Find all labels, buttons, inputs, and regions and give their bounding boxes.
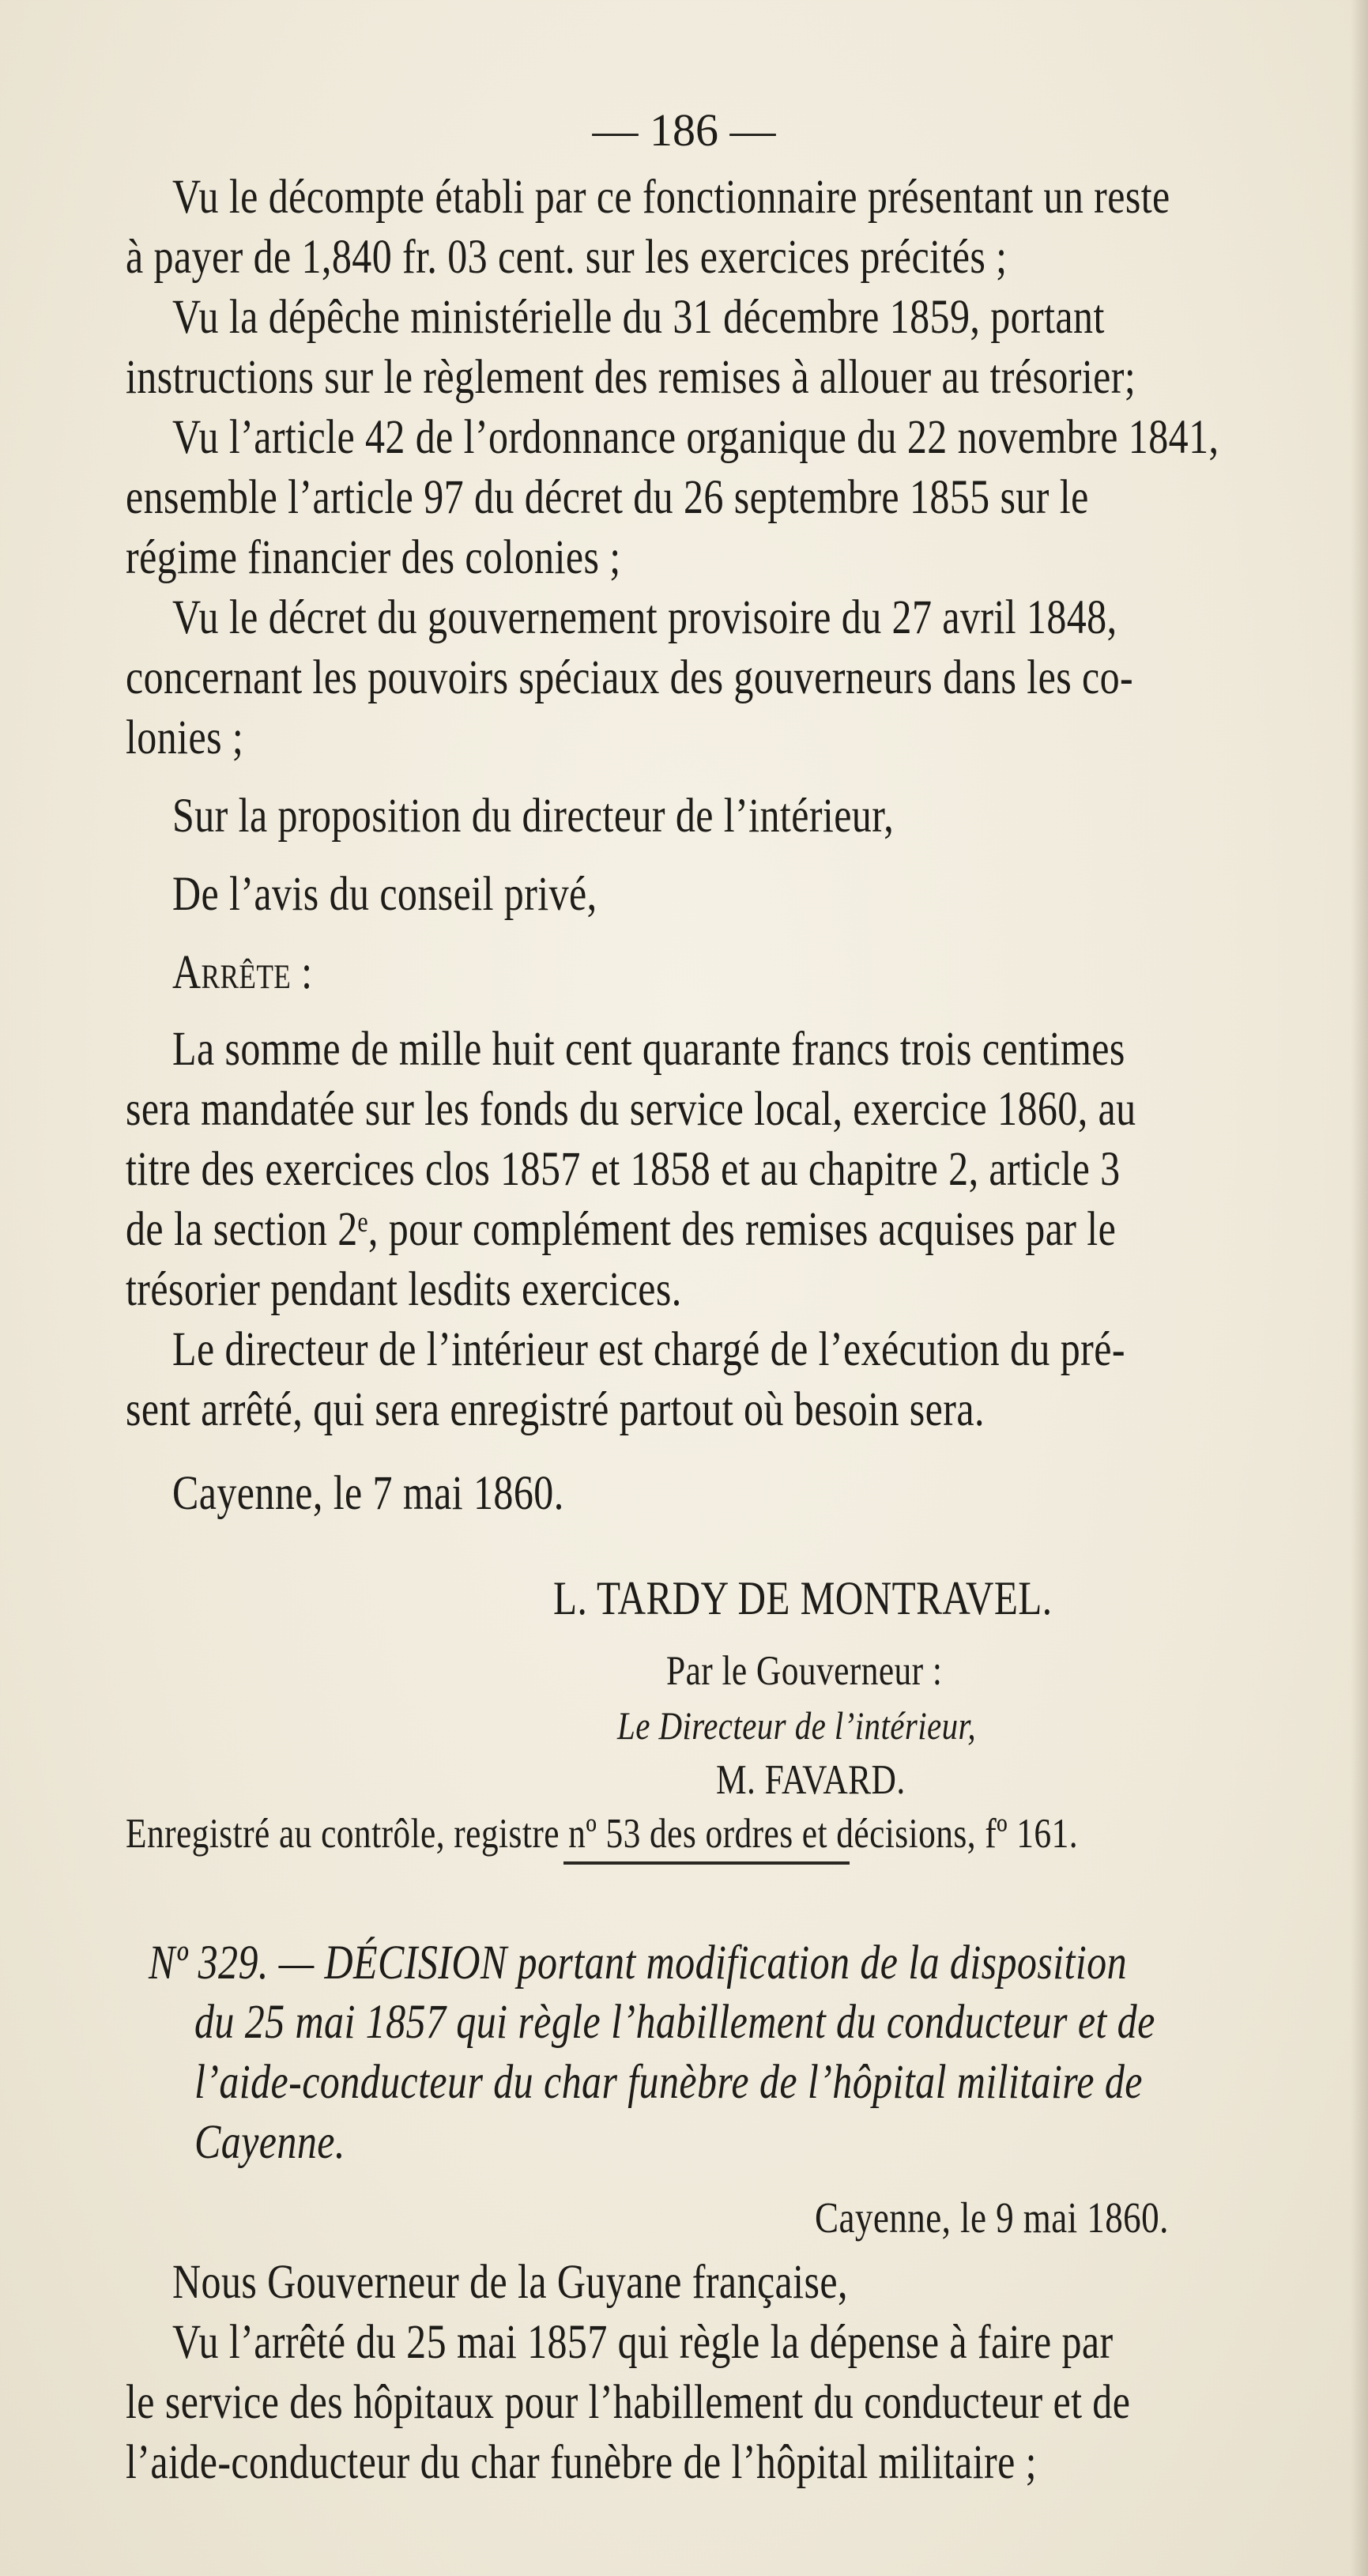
text-line: instructions sur le règlement des remises à allouer au trésorier; (126, 351, 1136, 404)
text-line: La somme de mille huit cent quarante francs trois centimes (172, 1023, 1125, 1076)
decision-title-cont: Cayenne. (194, 2116, 345, 2169)
text-line: trésorier pendant lesdits exercices. (126, 1263, 682, 1316)
text-line: sent arrêté, qui sera enregistré partout où besoin sera. (126, 1383, 985, 1436)
decision-title-cont: l’aide-conducteur du char funèbre de l’hôpital militaire de (194, 2056, 1143, 2109)
text-line: le service des hôpitaux pour l’habillement du conducteur et de (126, 2376, 1131, 2429)
signature-title: Le Directeur de l’intérieur, (617, 1703, 977, 1748)
text-line: Vu le décompte établi par ce fonctionnaire présentant un reste (172, 171, 1170, 224)
text-line: à payer de 1,840 fr. 03 cent. sur les exercices précités ; (126, 231, 1008, 284)
registration-note: Enregistré au contrôle, registre nº 53 des ordres et décisions, fº 161. (126, 1811, 1079, 1857)
text-line: l’aide-conducteur du char funèbre de l’hôpital militaire ; (126, 2436, 1037, 2489)
section-divider (563, 1861, 850, 1865)
text-line: Vu la dépêche ministérielle du 31 décembre 1859, portant (172, 291, 1105, 344)
text-line: Le directeur de l’intérieur est chargé de l’exécution du pré- (172, 1323, 1125, 1376)
signature-favard: M. FAVARD. (716, 1757, 906, 1803)
text-line: Vu le décret du gouvernement provisoire du 27 avril 1848, (172, 591, 1117, 644)
text-line: De l’avis du conseil privé, (172, 868, 597, 921)
text-line: Vu l’arrêté du 25 mai 1857 qui règle la dépense à faire par (172, 2316, 1114, 2369)
decision-date: Cayenne, le 9 mai 1860. (815, 2193, 1169, 2242)
text-line: Vu l’article 42 de l’ordonnance organique du 22 novembre 1841, (172, 411, 1219, 464)
text-line: régime financier des colonies ; (126, 531, 621, 584)
text-line: sera mandatée sur les fonds du service local, exercice 1860, au (126, 1083, 1136, 1136)
decision-title-text: Nº 329. — DÉCISION portant modification de la disposition (149, 1937, 1127, 1990)
text-line: Nous Gouverneur de la Guyane française, (172, 2256, 848, 2309)
text-line: Sur la proposition du directeur de l’intérieur, (172, 790, 895, 843)
decision-title (149, 1933, 1127, 1993)
text-line: lonies ; (126, 711, 244, 764)
date-line: Cayenne, le 7 mai 1860. (172, 1467, 564, 1520)
text-line: concernant les pouvoirs spéciaux des gouverneurs dans les co- (126, 651, 1134, 704)
page-number: — 186 — (592, 104, 776, 156)
decision-title-cont: du 25 mai 1857 qui règle l’habillement du conducteur et de (194, 1996, 1155, 2049)
text-line: de la section 2ᵉ, pour complément des remises acquises par le (126, 1203, 1117, 1256)
signature-authority: Par le Gouverneur : (666, 1648, 943, 1694)
decree-heading: Arrête : (172, 946, 313, 999)
text-line: titre des exercices clos 1857 et 1858 et au chapitre 2, article 3 (126, 1143, 1121, 1196)
signature-name: L. TARDY DE MONTRAVEL. (553, 1572, 1053, 1624)
text-line: ensemble l’article 97 du décret du 26 septembre 1855 sur le (126, 471, 1089, 524)
